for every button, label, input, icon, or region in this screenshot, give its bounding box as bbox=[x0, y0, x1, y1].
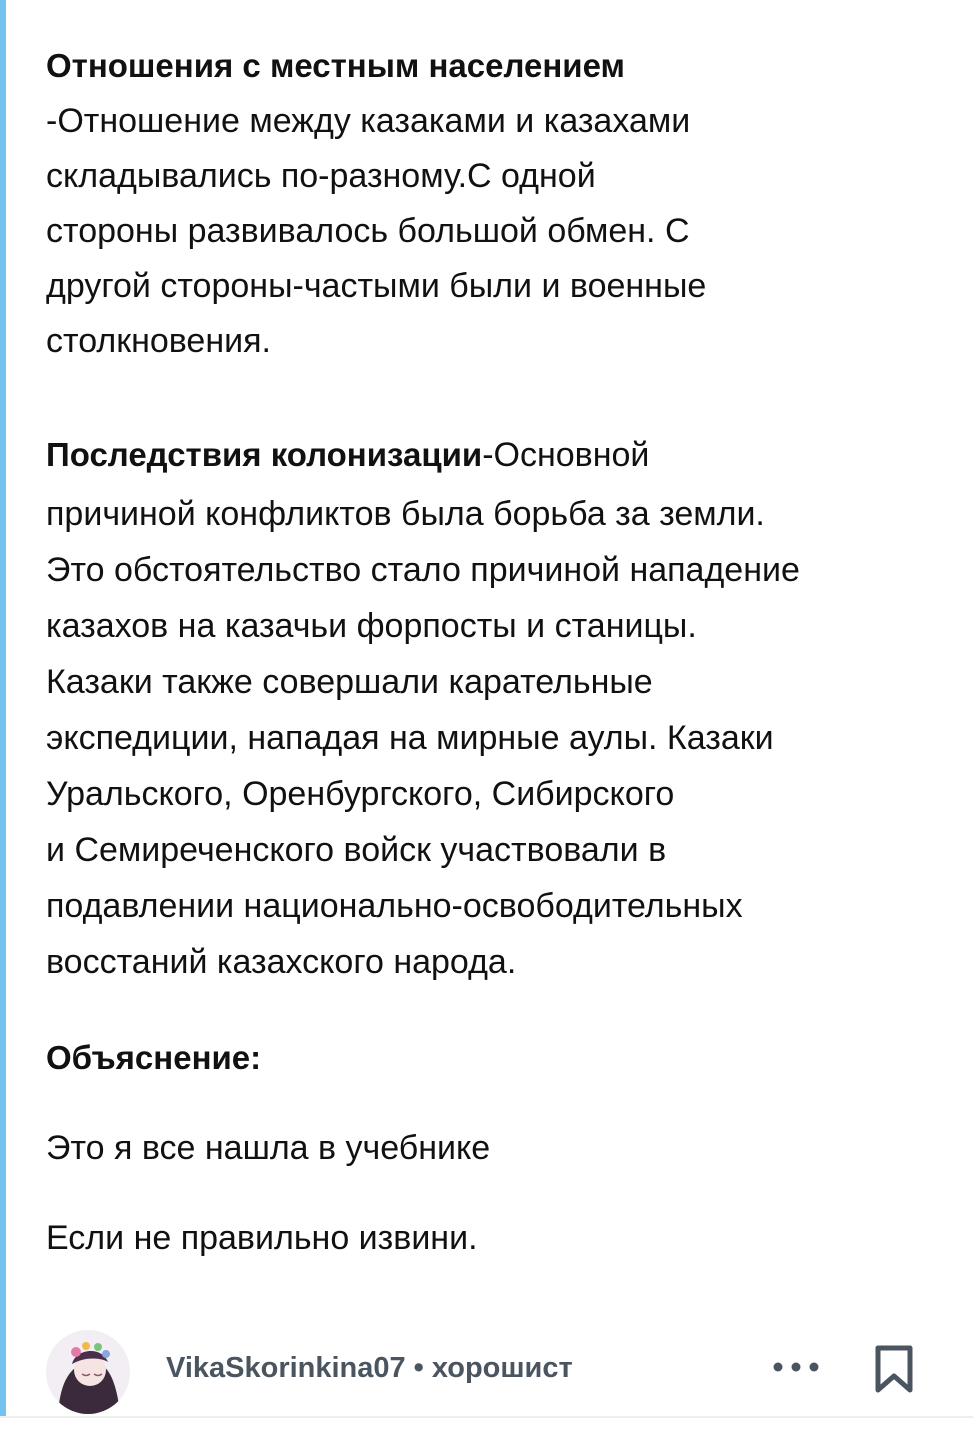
text-line: и Семиреченского войск участвовали в bbox=[46, 831, 667, 869]
text-line: казахов на казачьи форпосты и станицы. bbox=[46, 607, 697, 645]
text-line: -Отношение между казаками и казахами bbox=[46, 102, 691, 140]
explanation-line: Это я все нашла в учебнике bbox=[46, 1129, 491, 1167]
text-line: экспедиции, нападая на мирные аулы. Казаки bbox=[46, 719, 774, 757]
author-info bbox=[166, 1352, 573, 1385]
answer-footer bbox=[0, 1320, 973, 1416]
answer-content bbox=[46, 40, 951, 1298]
answer-accent-bar bbox=[0, 0, 6, 1416]
bookmark-icon[interactable] bbox=[872, 1344, 916, 1394]
text-line: подавлении национально-освободительных bbox=[46, 887, 743, 925]
author-rank: хорошист bbox=[431, 1352, 573, 1384]
section-consequences bbox=[46, 424, 951, 990]
text-line: Уральского, Оренбургского, Сибирского bbox=[46, 775, 675, 813]
avatar-icon[interactable] bbox=[46, 1330, 130, 1414]
consequences-first-line bbox=[46, 424, 951, 486]
explanation-heading: Объяснение: bbox=[46, 1039, 262, 1076]
section-heading-relations: Отношения с местным населением bbox=[46, 47, 625, 84]
divider bbox=[0, 1416, 973, 1418]
explanation-line: Если не правильно извини. bbox=[46, 1219, 478, 1257]
author-username[interactable]: VikaSkorinkina07 bbox=[166, 1352, 406, 1384]
text-line: складывались по-разному.С одной bbox=[46, 157, 596, 195]
text-line: Это обстоятельство стало причиной нападение bbox=[46, 551, 800, 589]
section-body-relations bbox=[46, 94, 951, 369]
text-line: столкновения. bbox=[46, 322, 271, 360]
author-separator: • bbox=[413, 1352, 424, 1384]
section-heading-consequences: Последствия колонизации bbox=[46, 436, 483, 473]
text-line: стороны развивалось большой обмен. С bbox=[46, 212, 690, 250]
text-line: Казаки также совершали карательные bbox=[46, 663, 653, 701]
text-line: другой стороны-частыми были и военные bbox=[46, 267, 707, 305]
text-line: восстаний казахского народа. bbox=[46, 943, 517, 981]
more-dots-icon[interactable] bbox=[770, 1350, 822, 1384]
consequences-first-line-text: -Основной bbox=[482, 436, 650, 474]
text-line: причиной конфликтов была борьба за земли. bbox=[46, 495, 765, 533]
